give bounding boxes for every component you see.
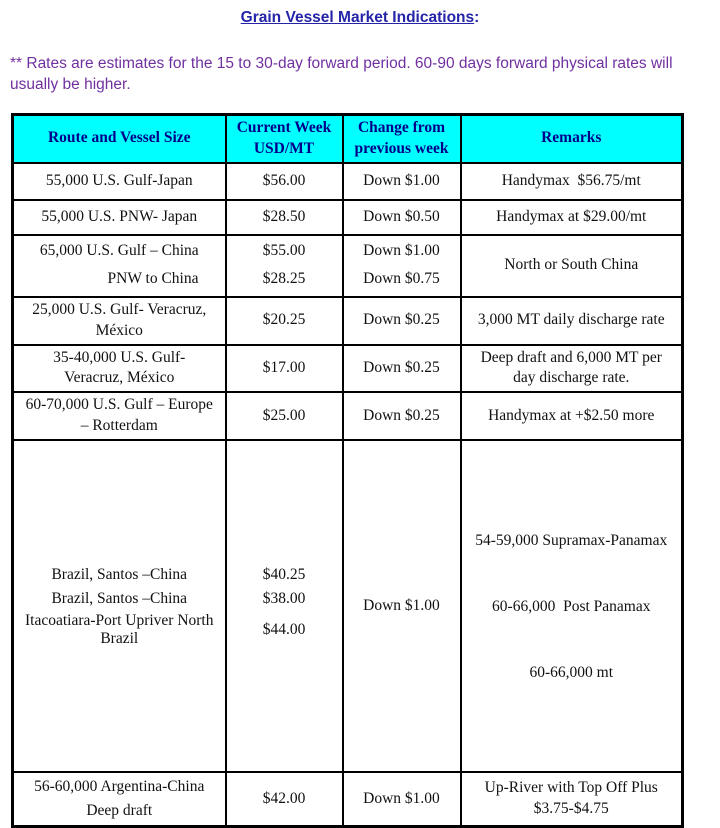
route-cell: 25,000 U.S. Gulf- Veracruz, México (13, 297, 226, 345)
table-row-brazil (13, 440, 683, 772)
page-title (0, 0, 720, 27)
remarks-cell: 3,000 MT daily discharge rate (461, 297, 683, 345)
route-cell (13, 235, 226, 297)
forward-rates-note: ** Rates are estimates for the 15 to 30-day forward period. 60-90 days forward physical rates will usually be higher. (10, 55, 673, 93)
route-cell (13, 440, 226, 772)
remarks-cell: Up-River with Top Off Plus $3.75-$4.75 (461, 772, 683, 827)
route-line: Deep draft (86, 801, 153, 819)
table-row-pnw-japan (13, 200, 683, 235)
remarks-line: 54-59,000 Supramax-Panamax (475, 532, 668, 550)
route-line: 65,000 U.S. Gulf – China (39, 242, 199, 260)
change-cell: Down $0.25 (343, 297, 461, 345)
col-header-current-week: Current Week USD/MT (226, 114, 343, 162)
change-cell: Down $1.00 (343, 440, 461, 772)
rate-cell: $28.50 (226, 200, 343, 235)
remarks-cell: Handymax $56.75/mt (461, 163, 683, 200)
remarks-line: 60-66,000 Post Panamax (492, 598, 651, 616)
route-cell: 55,000 U.S. PNW- Japan (13, 200, 226, 235)
rate-line: $44.00 (262, 620, 306, 638)
change-cell: Down $1.00 (343, 772, 461, 827)
change-cell (343, 235, 461, 297)
remarks-cell (461, 440, 683, 772)
table-row-gulf-europe (13, 392, 683, 440)
rate-cell (226, 440, 343, 772)
remarks-cell: Handymax at $29.00/mt (461, 200, 683, 235)
rate-cell: $56.00 (226, 163, 343, 200)
table-row-gulf-china (13, 235, 683, 297)
route-cell: 35-40,000 U.S. Gulf-Veracruz, México (13, 345, 226, 393)
rate-cell (226, 235, 343, 297)
page-title-text: Grain Vessel Market Indications (240, 9, 475, 26)
page-title-colon: : (474, 9, 480, 26)
rate-cell: $17.00 (226, 345, 343, 393)
table-row-argentina-china (13, 772, 683, 827)
grain-vessel-rates-table (11, 113, 684, 828)
route-line: Itacoatiara-Port Upriver North Brazil (24, 611, 214, 648)
table-row-gulf-veracruz-35-40 (13, 345, 683, 393)
rate-line: $40.25 (262, 565, 306, 583)
rate-line: $28.25 (262, 270, 306, 288)
route-line: Brazil, Santos –China (51, 565, 188, 583)
header-row (13, 114, 683, 162)
change-line: Down $1.00 (363, 242, 440, 260)
route-line: PNW to China (107, 270, 199, 288)
change-line: Down $0.75 (363, 270, 440, 288)
col-header-change: Change from previous week (343, 114, 461, 162)
remarks-cell: Deep draft and 6,000 MT per day discharge rate. (461, 345, 683, 393)
change-cell: Down $0.25 (343, 345, 461, 393)
remarks-cell: North or South China (461, 235, 683, 297)
route-cell: 55,000 U.S. Gulf-Japan (13, 163, 226, 200)
table-row-gulf-veracruz-25 (13, 297, 683, 345)
rate-line: $38.00 (262, 589, 306, 607)
rate-cell: $20.25 (226, 297, 343, 345)
change-cell: Down $0.25 (343, 392, 461, 440)
rate-cell: $42.00 (226, 772, 343, 827)
remarks-line: 60-66,000 mt (529, 664, 614, 682)
table-row-gulf-japan (13, 163, 683, 200)
route-line: Brazil, Santos –China (51, 589, 188, 607)
rate-line: $55.00 (262, 242, 306, 260)
change-cell: Down $0.50 (343, 200, 461, 235)
rate-cell: $25.00 (226, 392, 343, 440)
col-header-remarks: Remarks (461, 114, 683, 162)
route-line: 56-60,000 Argentina-China (34, 777, 205, 795)
route-cell (13, 772, 226, 827)
remarks-cell: Handymax at +$2.50 more (461, 392, 683, 440)
change-cell: Down $1.00 (343, 163, 461, 200)
col-header-route: Route and Vessel Size (13, 114, 226, 162)
route-cell: 60-70,000 U.S. Gulf – Europe – Rotterdam (13, 392, 226, 440)
